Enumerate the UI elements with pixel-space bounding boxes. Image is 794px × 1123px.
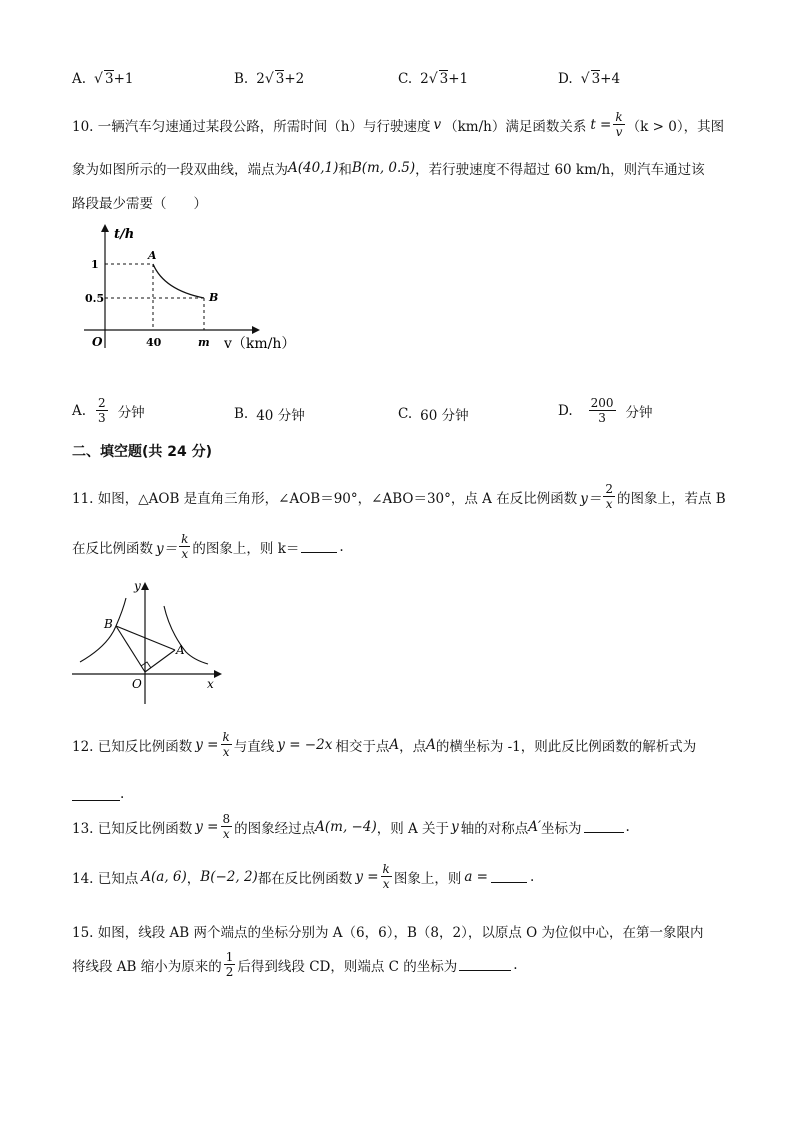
fraction: $\frac{k}{v}$ <box>615 110 623 139</box>
q11-line-2: 在反比例函数 y＝ $\frac{k}{x}$ 的图象上，则 k＝ . <box>72 532 344 561</box>
tick-y-1: 1 <box>91 258 99 271</box>
x-axis-label: x <box>207 677 214 691</box>
q10-option-b[interactable] <box>234 404 305 424</box>
fraction: $\frac{2}{3}$ <box>98 396 106 425</box>
fraction: $\frac{200}{3}$ <box>590 396 614 425</box>
x-axis-arrow <box>252 326 260 334</box>
y-axis-arrow <box>141 582 149 590</box>
option-label: A. <box>72 402 87 419</box>
point-b-label: B <box>104 617 113 631</box>
option-math: 2√ 3+1 <box>420 71 469 87</box>
q15-line-2: 将线段 AB 缩小为原来的 $\frac{1}{2}$ 后得到线段 CD，则端点 C 的坐标为 . <box>72 950 518 979</box>
q11-line-1: 11. 如图，△AOB 是直角三角形，∠AOB＝90°，∠ABO＝30°，点 A 在反比例函数 y＝ $\frac{2}{x}$ 的图象上，若点 B <box>72 482 726 511</box>
q10-line-1: 10. 一辆汽车匀速通过某段公路，所需时间（h）与行驶速度 v （km/h）满足函数关系 t = $\frac{k}{v}$ （k > 0），其图 <box>72 110 725 139</box>
x-axis-arrow <box>214 670 222 678</box>
option-math: 2√ 3+2 <box>256 71 305 87</box>
point-b-label: B <box>209 291 219 304</box>
option-unit: 分钟 <box>117 404 145 421</box>
q10-graph <box>84 222 304 352</box>
hyperbola-curve <box>153 264 204 298</box>
y-axis-label: t/h <box>114 227 135 242</box>
q10-option-d[interactable] <box>558 396 653 425</box>
fraction: $\frac{k}{x}$ <box>222 730 230 759</box>
origin-label: O <box>92 335 103 349</box>
option-label: C. <box>398 70 413 87</box>
tick-x-m: m <box>198 336 210 349</box>
y-axis-arrow <box>101 224 109 232</box>
q9-option-d[interactable] <box>558 70 620 87</box>
option-text: 40 分钟 <box>256 408 305 424</box>
answer-blank[interactable] <box>72 788 120 801</box>
q12-line-1: 12. 已知反比例函数 y = $\frac{k}{x}$ 与直线 y = −2x 相交于点 A ，点 A 的横坐标为 -1，则此反比例函数的解析式为 <box>72 730 697 759</box>
segment-ob <box>116 626 145 672</box>
segment-oa <box>145 650 175 672</box>
q15-line-1: 15. 如图，线段 AB 两个端点的坐标分别为 A（6，6），B（8，2），以原点 O 为位似中心，在第一象限内 <box>72 925 704 941</box>
option-text: 60 分钟 <box>420 408 469 424</box>
option-label: A. <box>72 70 87 87</box>
q9-option-c[interactable] <box>398 70 468 87</box>
q10-line-3: 路段最少需要（ ） <box>72 196 207 212</box>
q11-graph <box>68 576 228 706</box>
point-a-label: A <box>176 643 185 657</box>
option-math: √ 3+1 <box>94 71 134 87</box>
answer-blank[interactable] <box>459 958 511 971</box>
q12-line-2: . <box>72 786 124 802</box>
option-label: B. <box>234 406 249 422</box>
option-label: D. <box>558 402 573 419</box>
q9-option-b[interactable] <box>234 70 304 87</box>
y-axis-label: y <box>134 579 141 593</box>
fraction: $\frac{2}{x}$ <box>605 482 613 511</box>
q10-option-c[interactable] <box>398 404 469 424</box>
q10-option-a[interactable] <box>72 396 145 425</box>
tick-x-40: 40 <box>146 336 162 349</box>
fraction: $\frac{k}{x}$ <box>382 862 390 891</box>
option-math: √ 3+4 <box>580 71 621 87</box>
fraction: $\frac{8}{x}$ <box>222 812 231 841</box>
q10-options <box>72 396 722 432</box>
x-axis-label: v（km/h） <box>224 336 296 352</box>
answer-blank[interactable] <box>584 820 624 833</box>
section-title: 二、填空题(共 24 分) <box>72 444 213 460</box>
fraction: $\frac{1}{2}$ <box>225 950 234 979</box>
option-unit: 分钟 <box>625 404 653 421</box>
right-hyperbola <box>164 606 208 664</box>
q9-option-a[interactable] <box>72 70 133 87</box>
option-label: B. <box>234 70 249 87</box>
point-a-label: A <box>148 249 157 262</box>
q14-line-1: 14. 已知点 A(a, 6) ， B(−2, 2) 都在反比例函数 y = $\frac{k}{x}$ 图象上，则 a = . <box>72 862 535 891</box>
q13-line-1: 13. 已知反比例函数 y = $\frac{8}{x}$ 的图象经过点 A(m, −4) ，则 A 关于 y 轴的对称点 A′ 坐标为 . <box>72 812 630 841</box>
option-label: D. <box>558 70 573 87</box>
option-label: C. <box>398 406 413 422</box>
q10-line-2: 象为如图所示的一段双曲线，端点为 A(40,1) 和 B(m, 0.5) ，若行驶速度不得超过 60 km/h，则汽车通过该 <box>72 160 705 178</box>
answer-blank[interactable] <box>491 870 527 883</box>
fraction: $\frac{k}{x}$ <box>181 532 189 561</box>
answer-blank[interactable] <box>301 540 337 553</box>
tick-y-05: 0.5 <box>85 292 105 305</box>
q9-options <box>72 70 722 100</box>
origin-label: O <box>132 677 142 691</box>
